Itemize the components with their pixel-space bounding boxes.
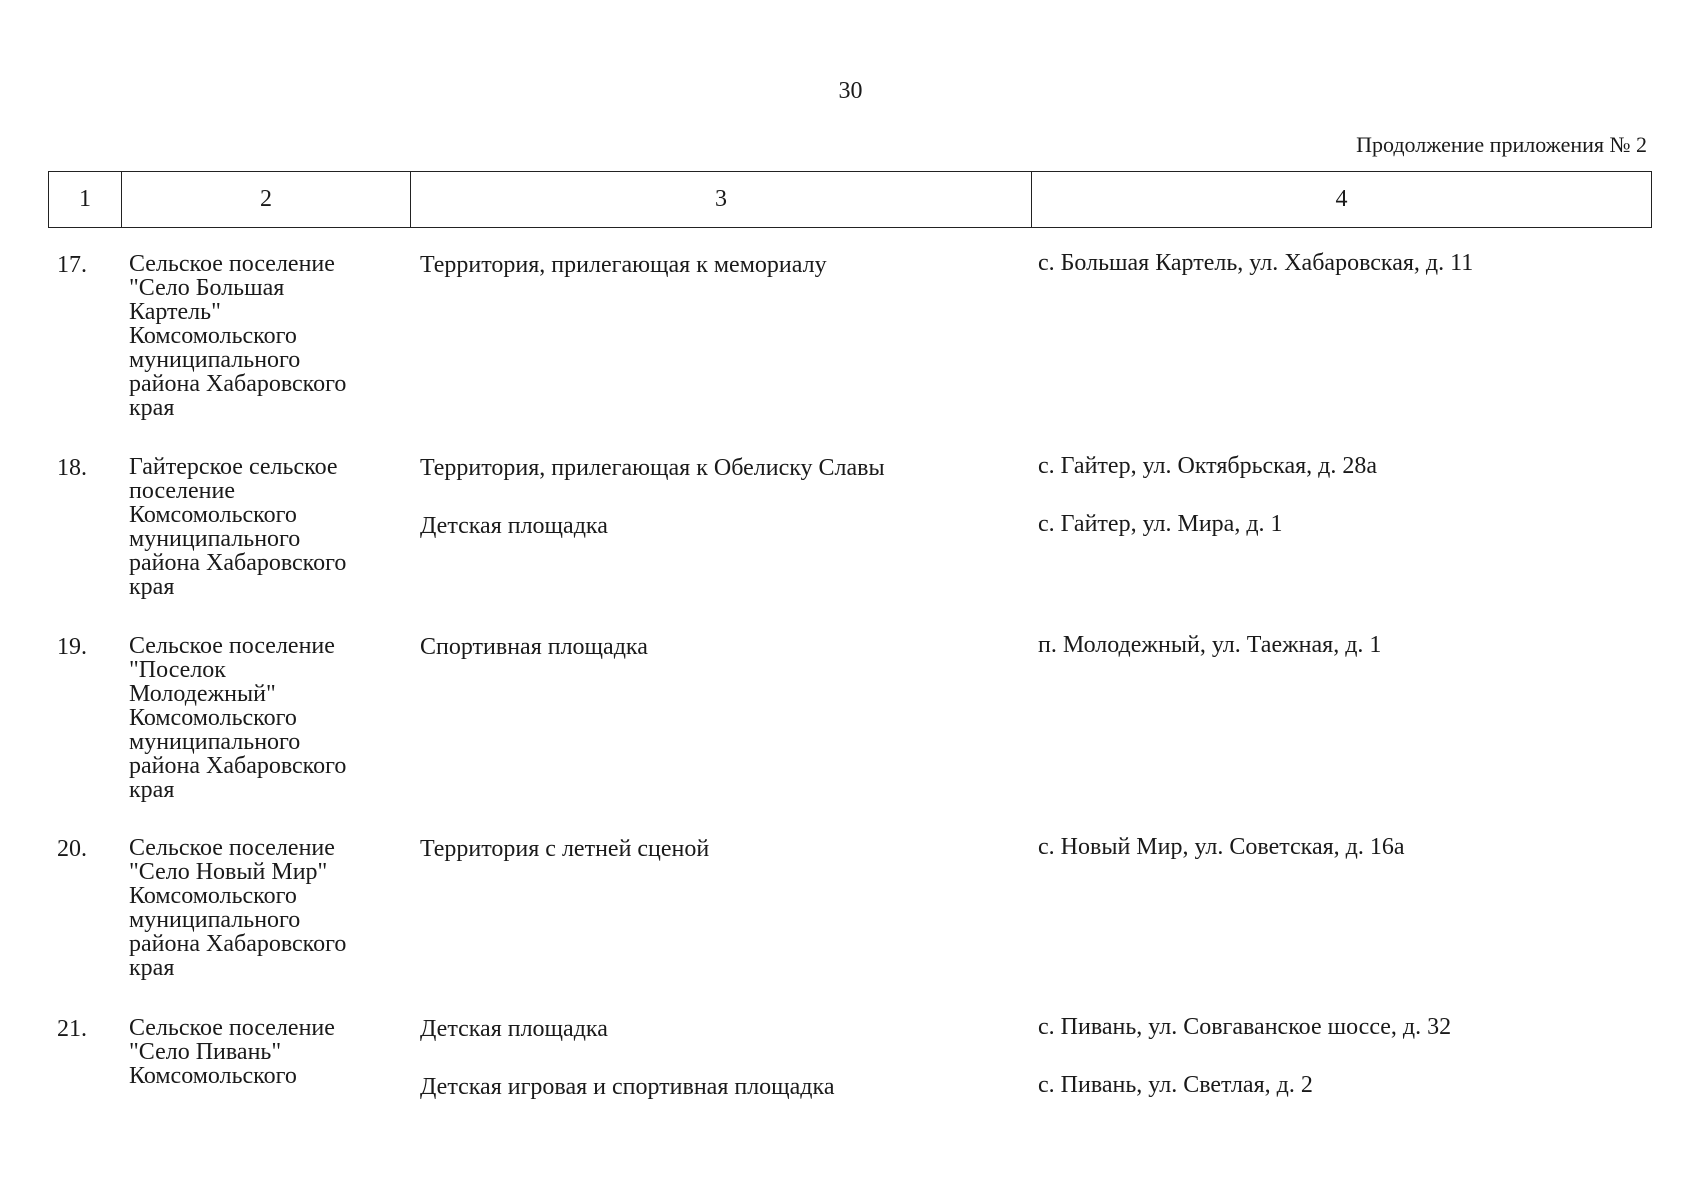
settlement-name-line: "Поселок [129,657,226,683]
column-header-3: 3 [411,172,1032,227]
settlement-name [129,252,409,420]
row-number: 21. [57,1016,87,1042]
settlement-name-line: района Хабаровского [129,753,347,779]
settlement-name-line: края [129,777,175,803]
row-number: 17. [57,252,87,278]
object-address: с. Большая Картель, ул. Хабаровская, д. 11 [1038,250,1474,276]
settlement-name-line: района Хабаровского [129,371,347,397]
settlement-name-line: Комсомольского [129,1063,297,1089]
object-description: Территория, прилегающая к Обелиску Славы [420,455,885,481]
table-header-row [48,171,1652,228]
object-description: Территория, прилегающая к мемориалу [420,252,827,278]
settlement-name-line: муниципального [129,729,301,755]
settlement-name [129,455,409,599]
object-address: с. Пивань, ул. Светлая, д. 2 [1038,1072,1313,1098]
settlement-name-line: Комсомольского [129,502,297,528]
settlement-name-line: "Село Новый Мир" [129,859,328,885]
settlement-name-line: района Хабаровского [129,931,347,957]
settlement-name-line: края [129,395,175,421]
settlement-name [129,634,409,802]
column-header-1: 1 [49,172,122,227]
settlement-name-line: Молодежный" [129,681,276,707]
settlement-name-line: Комсомольского [129,883,297,909]
settlement-name-line: "Село Большая [129,275,285,301]
page-number: 30 [838,78,863,104]
settlement-name-line: Сельское поселение [129,633,335,659]
object-description: Детская площадка [420,513,608,539]
object-address: с. Новый Мир, ул. Советская, д. 16а [1038,834,1405,860]
settlement-name-line: Сельское поселение [129,1015,335,1041]
settlement-name-line: Сельское поселение [129,835,335,861]
column-header-4: 4 [1335,186,1348,212]
object-description: Спортивная площадка [420,634,648,660]
settlement-name-line: Комсомольского [129,705,297,731]
settlement-name [129,836,409,980]
object-address: п. Молодежный, ул. Таежная, д. 1 [1038,632,1382,658]
settlement-name-line: муниципального [129,907,301,933]
settlement-name [129,1016,409,1088]
settlement-name-line: района Хабаровского [129,550,347,576]
object-address: с. Гайтер, ул. Октябрьская, д. 28а [1038,453,1378,479]
settlement-name-line: поселение [129,478,236,504]
settlement-name-line: муниципального [129,526,301,552]
settlement-name-line: Гайтерское сельское [129,454,338,480]
appendix-continuation-note: Продолжение приложения № 2 [1356,132,1647,157]
row-number: 18. [57,455,87,481]
object-description: Детская площадка [420,1016,608,1042]
row-number: 19. [57,634,87,660]
settlement-name-line: "Село Пивань" [129,1039,282,1065]
settlement-name-line: Картель" [129,299,221,325]
settlement-name-line: Комсомольского [129,323,297,349]
settlement-name-line: Сельское поселение [129,251,335,277]
settlement-name-line: края [129,955,175,981]
settlement-name-line: муниципального [129,347,301,373]
column-header-2: 2 [122,172,411,227]
object-address: с. Гайтер, ул. Мира, д. 1 [1038,511,1283,537]
object-description: Детская игровая и спортивная площадка [420,1074,835,1100]
object-description: Территория с летней сценой [420,836,710,862]
row-number: 20. [57,836,87,862]
settlement-name-line: края [129,574,175,600]
object-address: с. Пивань, ул. Совгаванское шоссе, д. 32 [1038,1014,1452,1040]
